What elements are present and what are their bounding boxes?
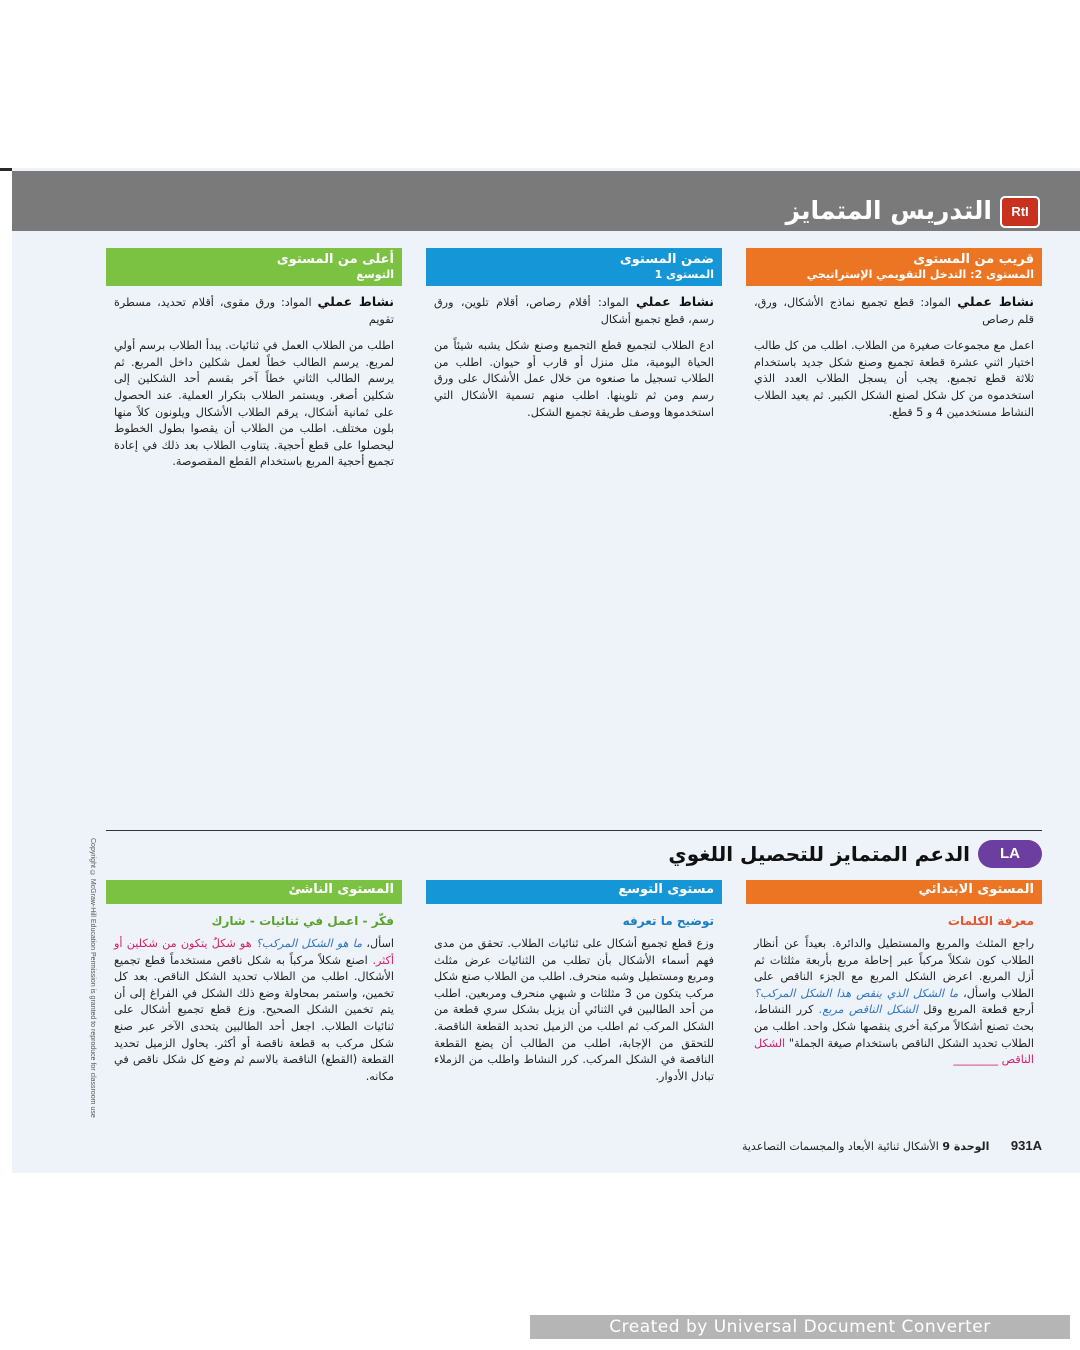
language-paragraph xyxy=(754,936,1034,1069)
level-subtitle: المستوى 2: التدخل التقويمي الإستراتيجي xyxy=(806,268,1034,281)
activity-description: اطلب من الطلاب العمل في ثنائيات. يبدأ الطلاب برسم أولي لمربع. يرسم الطالب خطاً لعمل شكلين داخل المربع. ثم يرسم الطالب الثاني خطاً آخر بقسم أحد الشكلين إلى شكلين أصغر. ويستمر الطلاب بتكرار العملية. عند الحصول على ثمانية أشكال، يرقم الطلاب الأشكال ويلونون كلاً منها بلون مختلف. اطلب من الطلاب أن يقصوا بطول الخطوط ليحصلوا على قطع أحجية. يتناوب الطلاب بعد ذلك في إعادة تجميع أحجية المربع باستخدام القطع المقصوصة. xyxy=(114,339,394,469)
language-level-title: المستوى الناشئ xyxy=(288,882,394,897)
materials-text: المواد: أقلام رصاص، أقلام تلوين، ورق رسم، قطع تجميع أشكال xyxy=(434,296,714,326)
activity-description: ادع الطلاب لتجميع قطع التجميع وصنع شكل يشبه شيئاً من الحياة اليومية، مثل منزل أو قارب أو حيوان. اطلب من الطلاب تسجيل ما صنعوه من خلال عمل الأشكال على ورق رسم ومن ثم تلوينها. اطلب منهم تسمية الأشكال التي استخدموها ووصف طريقة تجميع الشكل. xyxy=(434,339,714,419)
level-title: ضمن المستوى xyxy=(619,252,714,267)
level-subtitle: المستوى 1 xyxy=(654,268,714,281)
activity-label: نشاط عملي xyxy=(957,294,1035,309)
level-header xyxy=(106,248,402,286)
language-level-title: المستوى الابتدائي xyxy=(918,882,1034,897)
level-column-approaching xyxy=(746,248,1042,431)
language-level-header xyxy=(746,880,1042,904)
level-title: أعلى من المستوى xyxy=(276,252,394,267)
body-text: كرر النشاط، بحث تصنع أشكالاً مركبة أخرى ينقصها شكل واحد. اطلب من الطلاب تحديد الشكل الناقص باستخدام صيغة الجملة" xyxy=(754,1003,1034,1050)
activity-label: نشاط عملي xyxy=(636,294,715,309)
activity-materials xyxy=(434,294,714,328)
language-body xyxy=(746,936,1042,1069)
teacher-question: ما الشكل الذي ينقص هذا الشكل المركب؟ xyxy=(754,986,959,1000)
level-column-beyond xyxy=(106,248,402,481)
activity-label: نشاط عملي xyxy=(317,294,394,309)
level-header xyxy=(746,248,1042,286)
language-level-header xyxy=(426,880,722,904)
rti-badge: RtI xyxy=(1000,196,1040,228)
converter-watermark: Created by Universal Document Converter xyxy=(530,1315,1070,1339)
sentence-frame-blank: ________ xyxy=(953,1053,999,1067)
body-text: راجع المثلث والمربع والمستطيل والدائرة. بعيداً عن أنظار الطلاب كون شكلاً مركباً عبر إحاطة مربع بأربعة مثلثات ثم أزل المربع. اعرض الشكل المربع مع الجزء الناقص على الطلاب واسأل، xyxy=(754,937,1034,1000)
sentence-frame: الشكل الناقص xyxy=(754,1036,1034,1067)
level-header xyxy=(426,248,722,286)
language-body xyxy=(106,936,402,1085)
language-section-title: الدعم المتمايز للتحصيل اللغوي xyxy=(668,842,970,866)
sample-answer: الشكل الناقص مربع. xyxy=(818,1003,918,1017)
unit-title: الأشكال ثنائية الأبعاد والمجسمات التصاعدية xyxy=(741,1140,939,1153)
materials-text: المواد: ورق مقوى، أقلام تحديد، مسطرة تقويم xyxy=(114,296,394,326)
activity-description: اعمل مع مجموعات صغيرة من الطلاب. اطلب من كل طالب اختيار اثني عشرة قطعة تجميع وصنع شكل جديد باستخدام ثلاثة قطع تجميع. يجب أن يسجل الطلاب العدد الذي استخدموه من كل شكل لصنع الشكل الكبير. ثم يعيد الطلاب النشاط مستخدمين 4 و 5 قطع. xyxy=(754,339,1034,419)
materials-text: المواد: قطع تجميع نماذج الأشكال، ورق، قلم رصاص xyxy=(754,296,1034,326)
level-body xyxy=(106,286,402,471)
language-subheading: توضيح ما تعرفه xyxy=(622,914,714,928)
language-column-emerging xyxy=(106,880,402,1095)
activity-materials xyxy=(114,294,394,328)
language-column-expanding xyxy=(426,880,722,1095)
level-column-on xyxy=(426,248,722,431)
unit-label: الوحدة 9 xyxy=(942,1140,990,1153)
language-subheading: فكّر - اعمل في ثنائيات - شارك xyxy=(211,914,394,928)
body-text: أرجع قطعة المربع وقل xyxy=(923,1003,1035,1017)
language-paragraph: وزع قطع تجميع أشكال على ثنائيات الطلاب. تحقق من مدى فهم أسماء الأشكال بأن تطلب من الثنائيات عرض مثلث ومربع ومستطيل وشبه منحرف. اطلب من الطلاب صنع شكل مركب يتكون من 3 مثلثات و شبهي منحرف ومربعين. اطلب من أحد الطالبين في الثنائي أن يزيل بشكل سري قطعة من الشكل المركب ثم اطلب من الزميل تحديد القطعة الناقصة. للتحقق من الإجابة، اطلب من الطالب أن يضع القطعة الناقصة في الشكل المركب. كرر النشاط واطلب من الزملاء تبادل الأدوار. xyxy=(434,937,714,1083)
sample-answer: هو شكلٌ يتكون من شكلين أو أكثر. xyxy=(114,937,394,967)
level-title: قريب من المستوى xyxy=(913,252,1034,267)
page-footer xyxy=(742,1138,1042,1153)
page-number: 931A xyxy=(1010,1138,1042,1153)
language-level-header xyxy=(106,880,402,904)
body-text: اصنع شكلاً مركباً به شكل ناقص مستخدماً قطع تجميع الأشكال. اطلب من الطلاب تحديد الشكل الناقص. بعد كل تخمين، واستمر بمحاولة وضع ذلك الشكل في الفراغ إلى أن يتم تخمين الشكل الصحيح. وزع قطع تجميع أشكال على ثنائيات الطلاب. اجعل أحد الطالبين يتحدى الآخر عبر صنع شكل مركب به قطعة ناقصة أو أكثر. يحاول الزميل تحديد القطعة (القطع) الناقصة بالاسم ثم وضع كل شكل ناقص في مكانه. xyxy=(114,953,394,1083)
section-title: التدريس المتمايز xyxy=(785,196,992,225)
level-subtitle: التوسع xyxy=(356,268,394,281)
language-subheading: معرفة الكلمات xyxy=(947,914,1034,928)
teacher-question: ما هو الشكل المركب؟ xyxy=(255,937,363,950)
level-body xyxy=(426,286,722,421)
language-column-beginning xyxy=(746,880,1042,1079)
activity-materials xyxy=(754,294,1034,328)
section-divider xyxy=(106,830,1042,831)
language-level-title: مستوى التوسع xyxy=(618,882,714,897)
level-body xyxy=(746,286,1042,421)
body-text: اسأل، xyxy=(366,937,394,950)
language-body xyxy=(426,936,722,1085)
la-badge: LA xyxy=(978,840,1042,868)
copyright-note: Copyright © McGraw-Hill Education Permission is granted to reproduce for classroom use xyxy=(89,838,96,1118)
language-paragraph xyxy=(114,936,394,1085)
